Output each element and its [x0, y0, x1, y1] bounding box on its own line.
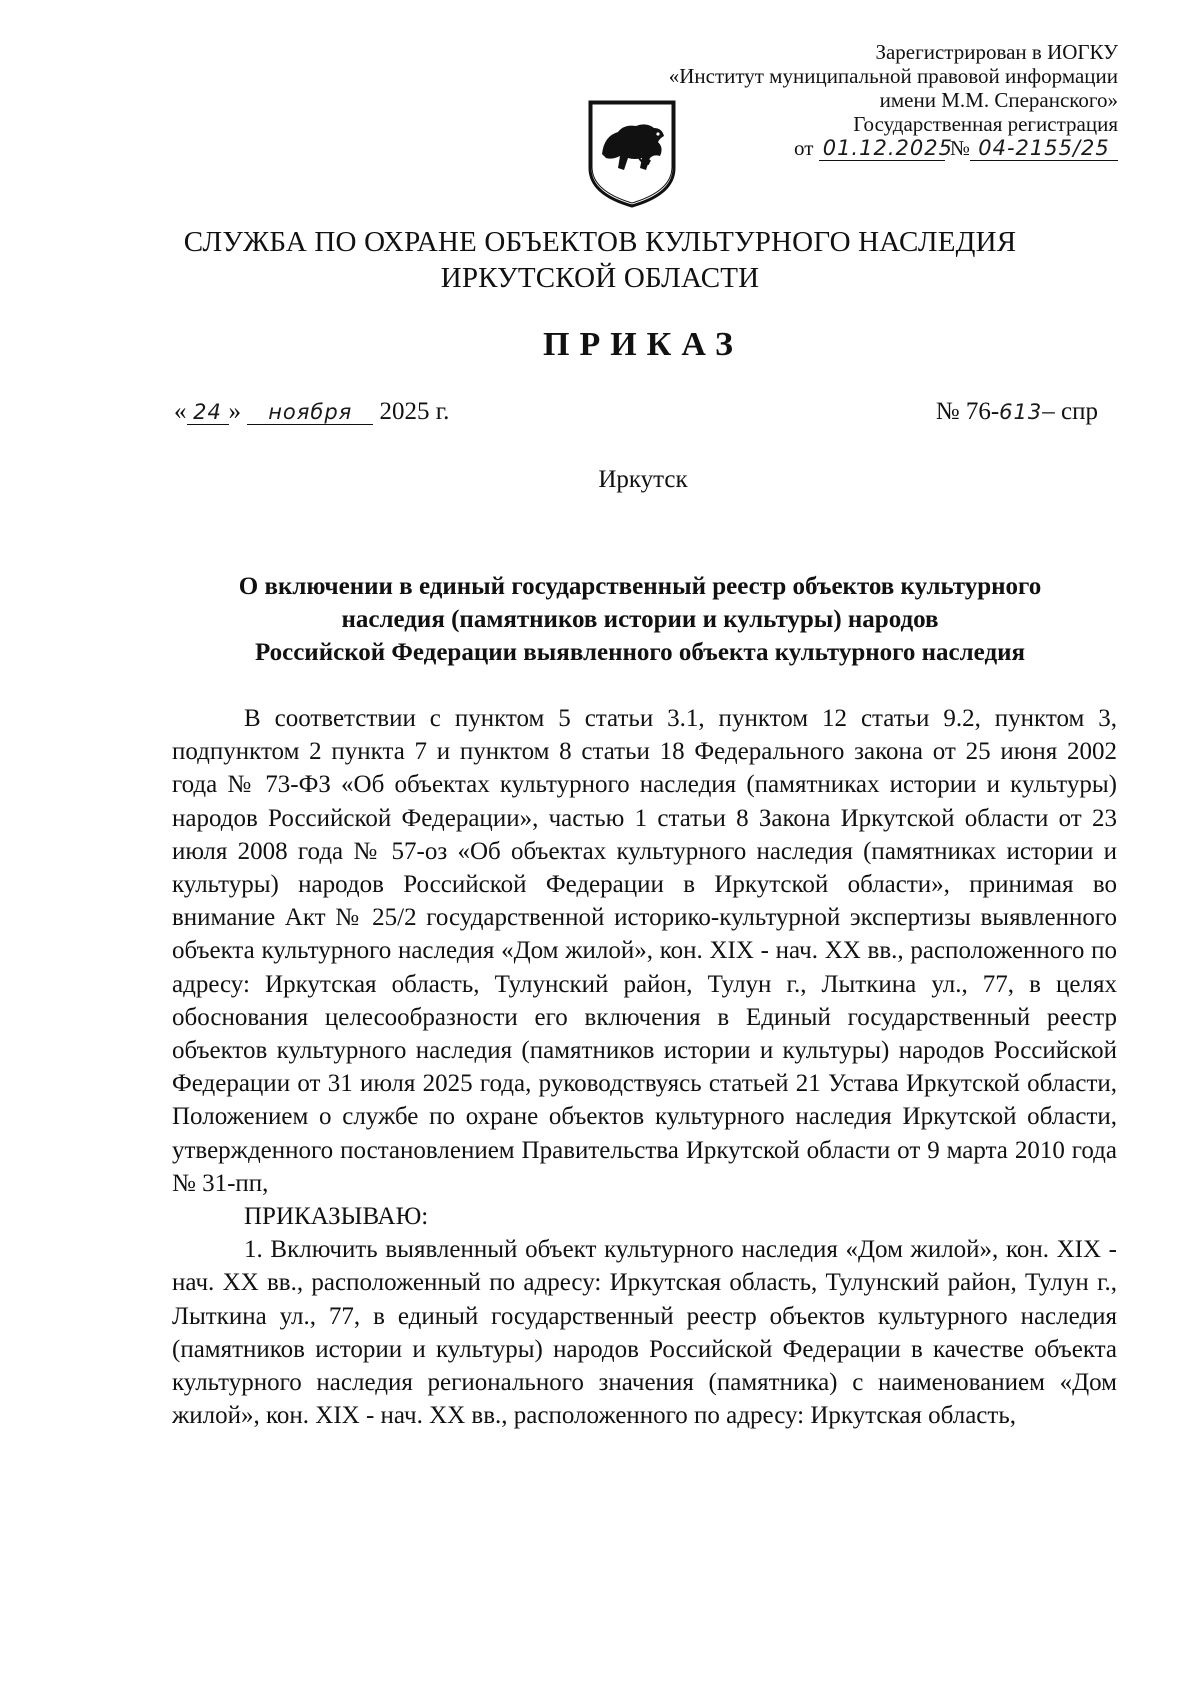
agency-name [0, 224, 1200, 296]
order-year: 2025 г. [379, 398, 450, 425]
order-item-1: 1. Включить выявленный объект культурного наследия «Дом жилой», кон. XIX - нач. XX вв., расположенный по адресу: Иркутская область, Тулунский район, Тулун г., Лыткина ул., 77, в единый государственный реестр объектов культурного наследия (памятников истории и культуры) народов Российской Федерации в качестве объекта культурного наследия регионального значения (памятника) с наименованием «Дом жилой», кон. XIX - нач. XX вв., расположенного по адресу: Иркутская область, [172, 1236, 1117, 1430]
command-word: ПРИКАЗЫВАЮ: [244, 1203, 429, 1231]
registration-date: 01.12.2025 [819, 136, 945, 161]
preamble-paragraph: В соответствии с пунктом 5 статьи 3.1, пунктом 12 статьи 9.2, пунктом 3, подпунктом 2 пункта 7 и пунктом 8 статьи 18 Федерального закона от 25 июня 2002 года № 73-ФЗ «Об объектах культурного наследия (памятниках истории и культуры) народов Российской Федерации», частью 1 статьи 8 Закона Иркутской области от 23 июля 2008 года № 57-оз «Об объектах культурного наследия (памятниках истории и культуры) народов Российской Федерации в Иркутской области», принимая во внимание Акт № 25/2 государственной историко-культурной экспертизы выявленного объекта культурного наследия «Дом жилой», кон. XIX - нач. XX вв., расположенного по адресу: Иркутская область, Тулунский район, Тулун г., Лыткина ул., 77, в целях обоснования целесообразности его включения в Единый государственный реестр объектов культурного наследия (памятников истории и культуры) народов Российской Федерации от 31 июля 2025 года, руководствуясь статьей 21 Устава Иркутской области, Положением о службе по охране объектов культурного наследия Иркутской области, утвержденного постановлением Правительства Иркутской области от 9 марта 2010 года № 31-пп, [172, 705, 1117, 1197]
subject-line-1: О включении в единый государственный реестр объектов культурного [238, 573, 1042, 600]
order-body [172, 702, 1117, 1432]
order-month: ноября [247, 400, 373, 425]
date-open-quote: « [174, 398, 187, 425]
order-number-handwritten: 613 [999, 400, 1043, 424]
registration-stamp [669, 40, 1118, 161]
registration-number: 04-2155/25 [970, 136, 1118, 161]
subject-line-2: наследия (памятников истории и культуры) народов [341, 606, 939, 633]
order-number-prefix: № 76- [935, 398, 1000, 425]
order-day: 24 [187, 400, 229, 425]
registration-date-prefix: от [794, 136, 814, 160]
registration-line-1: Зарегистрирован в ИОГКУ [875, 40, 1118, 64]
agency-line-2: ИРКУТСКОЙ ОБЛАСТИ [440, 262, 760, 294]
city: Иркутск [598, 466, 688, 493]
registration-num-prefix: № [949, 136, 970, 160]
order-number-suffix: – спр [1042, 398, 1098, 425]
date-close-quote: » [228, 398, 241, 425]
registration-line-2: «Институт муниципальной правовой информации [668, 64, 1118, 88]
agency-line-1: СЛУЖБА ПО ОХРАНЕ ОБЪЕКТОВ КУЛЬТУРНОГО НАСЛЕДИЯ [183, 226, 1017, 258]
registration-number-line [669, 136, 1118, 161]
subject-line-3: Российской Федерации выявленного объекта культурного наследия [254, 639, 1026, 666]
order-subject [140, 570, 1140, 669]
registration-line-4: Государственная регистрация [853, 112, 1118, 136]
registration-line-3: имени М.М. Сперанского» [879, 88, 1118, 112]
order-title: ПРИКАЗ [543, 326, 743, 363]
irkutsk-coat-of-arms-icon [584, 98, 680, 210]
order-number [936, 398, 1098, 426]
order-date [174, 398, 449, 426]
